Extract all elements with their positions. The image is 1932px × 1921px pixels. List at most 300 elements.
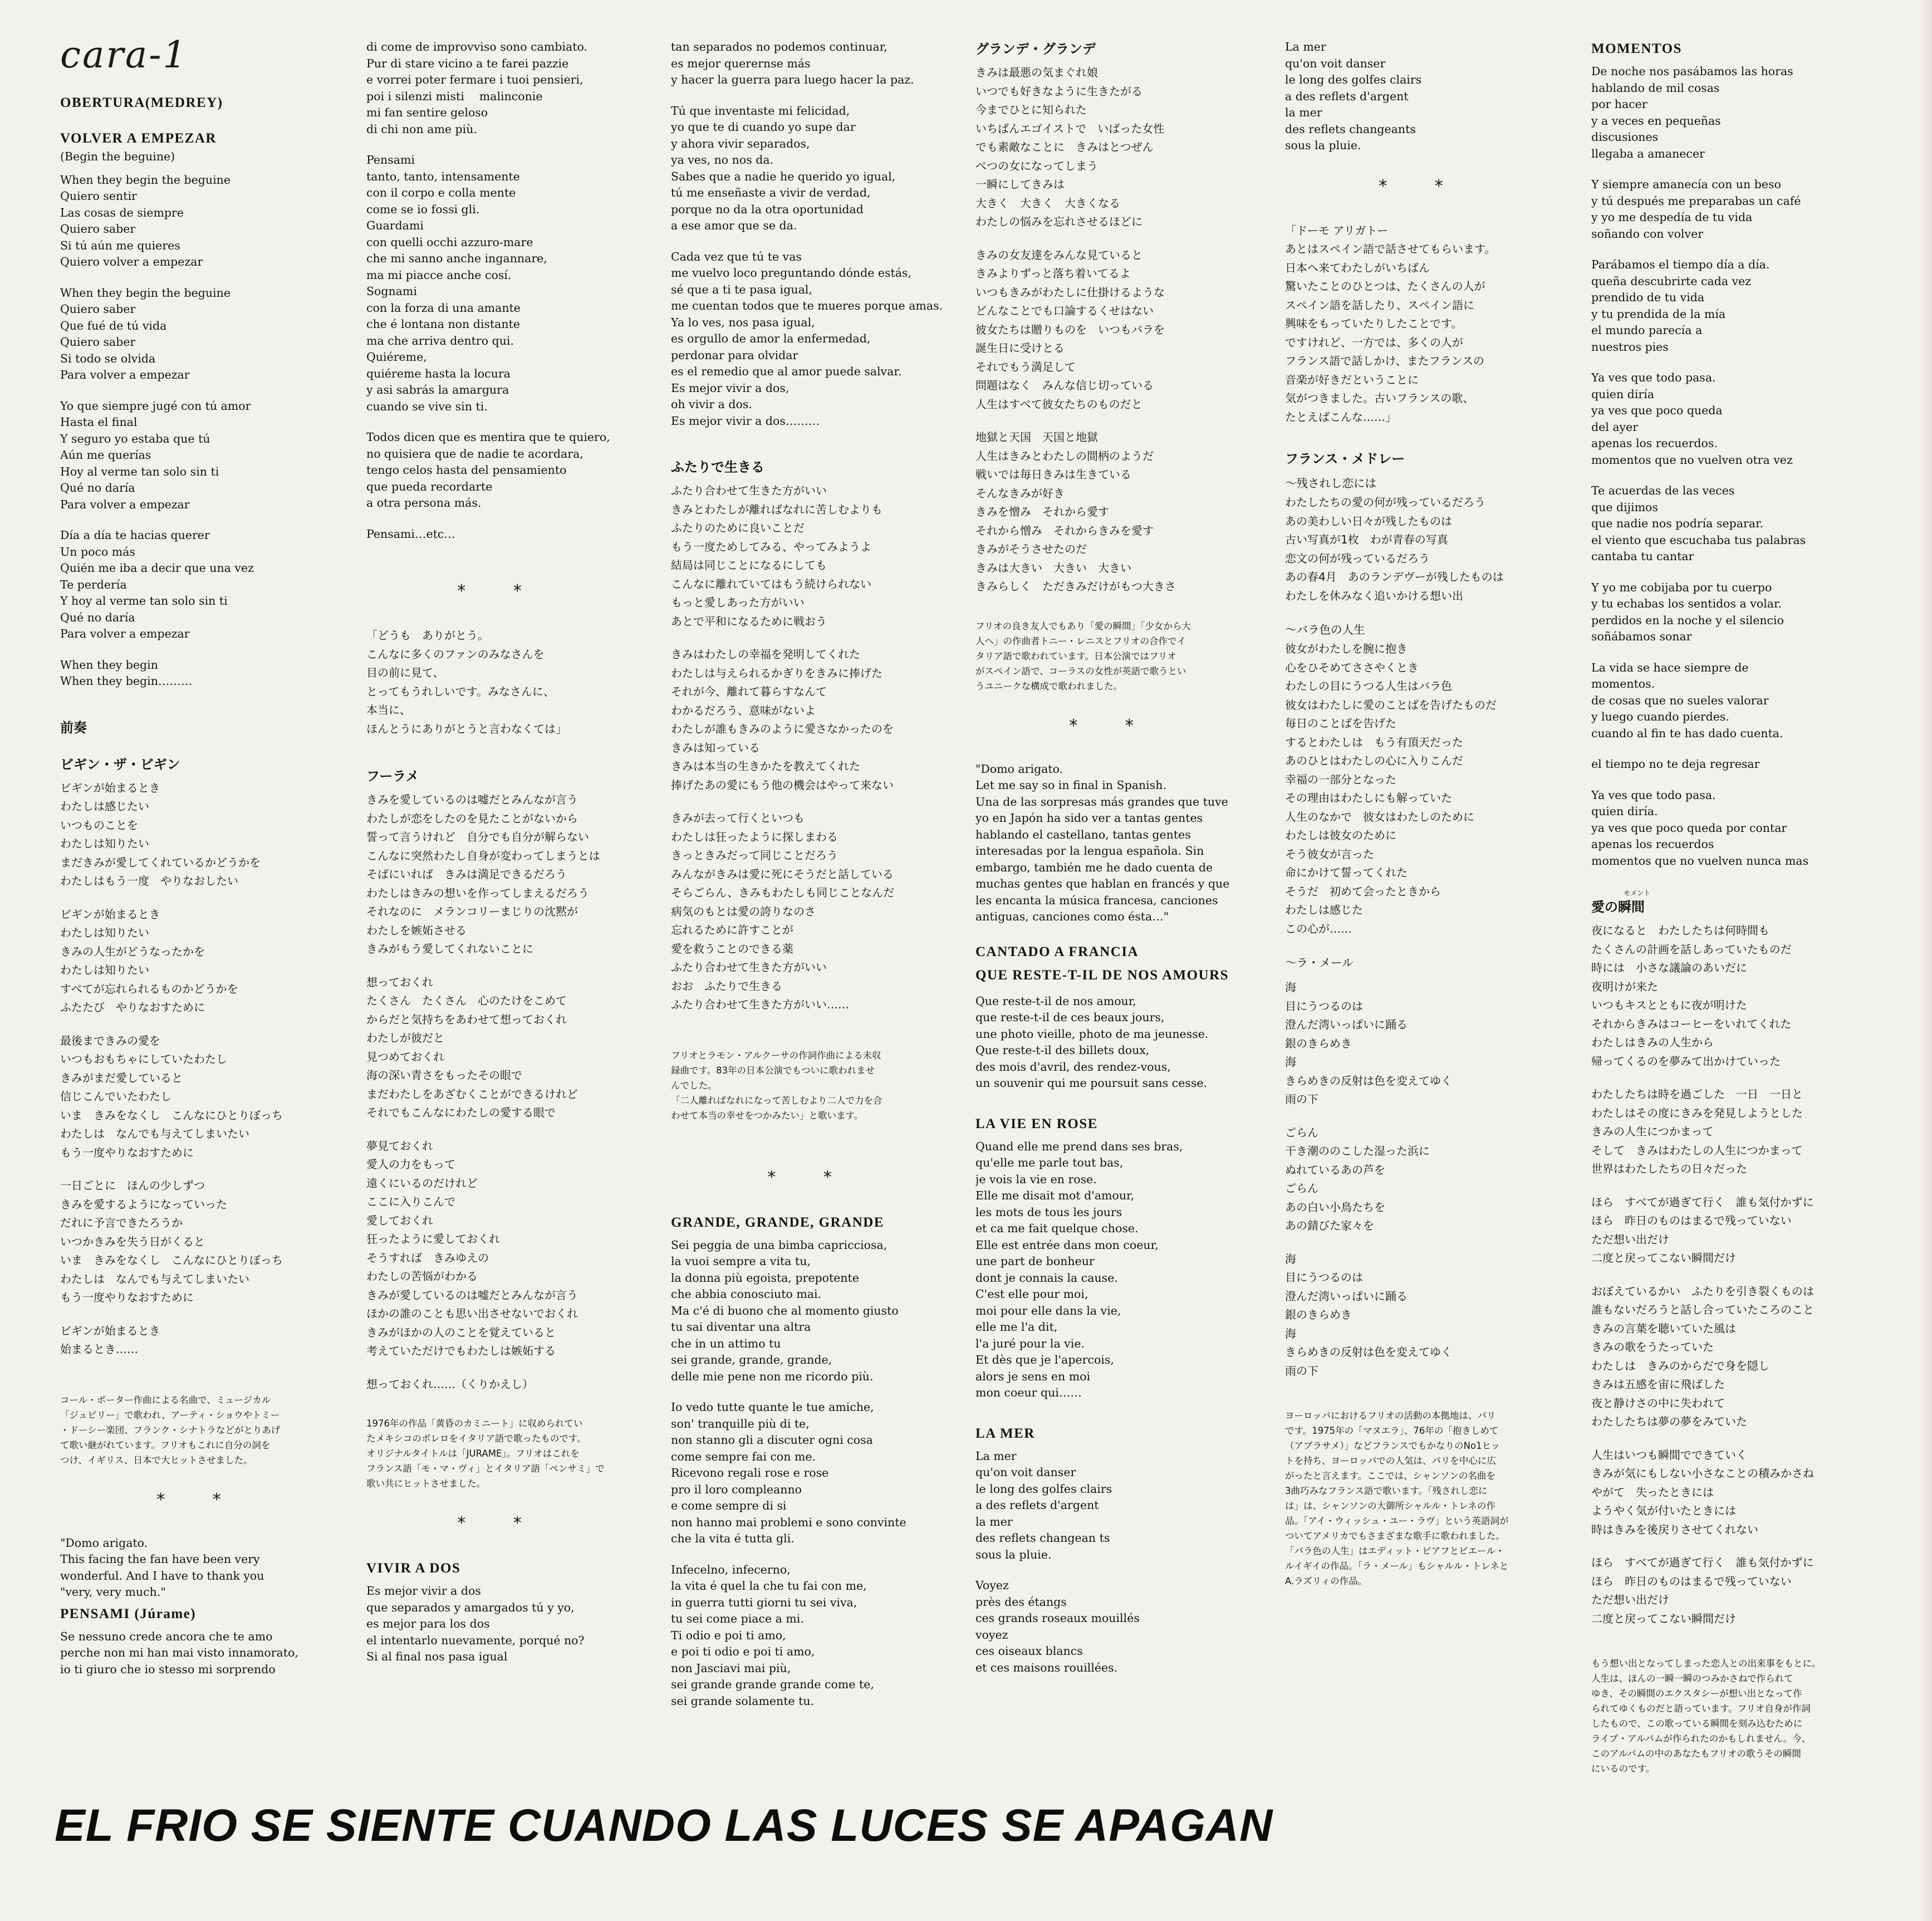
text-line: 遠くにいるのだけれど	[366, 1176, 478, 1190]
text-line: que nadie nos podría separar.	[1591, 517, 1764, 530]
lyric-stanza	[60, 657, 339, 690]
text-line: When they begin the beguine	[60, 173, 231, 187]
text-line: Para volver a empezar	[60, 497, 190, 511]
heading-cantado: CANTADO A FRANCIA	[975, 944, 1139, 959]
text-line: ほら 昨日のものはまるで残っていない	[1591, 1214, 1792, 1227]
text-line: Elle est entrée dans mon coeur,	[975, 1238, 1159, 1252]
text-line: 海	[1285, 981, 1296, 994]
text-line: んでした。	[671, 1080, 717, 1091]
text-line: When they begin	[60, 658, 158, 672]
text-line: 本当に、	[366, 703, 411, 717]
text-line: こんなに多くのファンのみなさんを	[366, 647, 545, 661]
text-line: そばにいれば きみは満足できるだろう	[366, 868, 567, 881]
text-line: コール・ポーター作曲による名曲で、ミュージカル	[60, 1394, 271, 1405]
text-line: ゆき、その瞬間のエクスタシーが想い出となって作	[1591, 1688, 1802, 1699]
text-line: qu'on voit danser	[1285, 56, 1386, 70]
text-line: ごらん	[1285, 1182, 1318, 1195]
heading-zensou: 前奏	[60, 719, 87, 736]
text-line: che la vita é tutta gli.	[671, 1532, 795, 1545]
text-line: Es mejor vivir a dos	[366, 1584, 481, 1597]
text-line: sei grande grande grande come te,	[671, 1678, 874, 1691]
text-line: Si tú aún me quieres	[60, 238, 180, 252]
lyric-stanza	[1591, 1446, 1881, 1540]
text-line: 命にかけて誓ってくれた	[1285, 866, 1408, 879]
section-divider: * *	[1069, 716, 1155, 736]
lyric-stanza	[60, 1177, 339, 1307]
lyric-stanza	[975, 1577, 1248, 1676]
text-line: y tú después me preparabas un café	[1591, 194, 1801, 208]
text-line: es mejor querernse más	[671, 56, 811, 70]
text-line: られてゆくものだと語っています。フリオ自身が作詞	[1591, 1703, 1811, 1714]
text-line: フランス語「モ・マ・ヴィ」とイタリア語「ペンサミ」で	[366, 1463, 605, 1474]
lyric-stanza	[60, 905, 339, 1017]
text-line: Un poco más	[60, 545, 135, 558]
text-line: きみを愛しているのは嘘だとみんなが言う	[366, 793, 578, 806]
text-line: きみは本当の生きかたを教えてくれた	[671, 759, 860, 773]
text-line: 一日ごとに ほんの少しずつ	[60, 1179, 205, 1192]
lyric-stanza	[1591, 756, 1881, 773]
text-line: di chi non ame più.	[366, 122, 477, 136]
text-line: 海	[1285, 1055, 1296, 1069]
text-line: わたしを嫉妬させる	[366, 923, 467, 937]
text-line: tú me enseñaste a vivir de verdad,	[671, 186, 871, 199]
text-line: Voyez	[975, 1579, 1009, 1592]
text-line: 「バラ色の人生」はエディット・ピアフとピエール・	[1285, 1546, 1505, 1556]
text-line: トを持ち、ヨーロッパでの人気は、パリを中心に広	[1285, 1456, 1496, 1466]
text-line: ma che arriva dentro qui.	[366, 334, 514, 347]
text-line: ほら 昨日のものはまるで残っていない	[1591, 1574, 1792, 1588]
text-line: 銀のきらめき	[1285, 1036, 1352, 1050]
text-line: When they begin the beguine	[60, 286, 231, 300]
text-line: es el remedio que al amor puede salvar.	[671, 365, 902, 378]
text-line: wonderful. And I have to thank you	[60, 1569, 264, 1582]
text-line: ほら すべてが過ぎて行く 誰も気付かずに	[1591, 1556, 1814, 1569]
volver-subtitle: (Begin the beguine)	[60, 150, 175, 163]
text-line: con quelli occhi azzuro-mare	[366, 235, 533, 249]
text-line: 見つめておくれ	[366, 1050, 444, 1064]
lyric-stanza	[1591, 922, 1881, 1071]
text-line: 幸福の一部分となった	[1285, 772, 1396, 786]
text-line: l'a juré pour la vie.	[975, 1336, 1085, 1350]
text-line: ふたり合わせて生きた方がいい	[671, 484, 827, 497]
text-line: por hacer	[1591, 97, 1647, 111]
text-line: mi fan sentire geloso	[366, 106, 488, 119]
text-line: ライブ・アルバムが作られたのかもしれません。今、	[1591, 1733, 1811, 1744]
lyric-stanza	[1285, 1250, 1558, 1381]
text-line: des reflets changeants	[1285, 122, 1416, 136]
text-line: きみがまだ愛していると	[60, 1071, 183, 1085]
text-line: 人生はすべて彼女たちのものだと	[975, 397, 1142, 411]
text-line: quien diría.	[1591, 805, 1658, 818]
column-4	[975, 39, 1248, 1690]
text-line: tan separados no podemos continuar,	[671, 40, 887, 53]
text-line: Cada vez que tú te vas	[671, 249, 802, 263]
text-line: Ya lo ves, nos pasa igual,	[671, 315, 815, 329]
text-line: Yo que siempre jugé con tú amor	[60, 399, 251, 413]
text-line: le long des golfes clairs	[975, 1482, 1112, 1496]
text-line: son' tranquille più di te,	[671, 1417, 810, 1430]
text-line: Y seguro yo estaba que tú	[60, 432, 210, 445]
lyric-stanza	[60, 779, 339, 891]
text-line: て歌い継がれています。フリオもこれに自分の詞を	[60, 1439, 271, 1450]
text-line: 古い写真が1枚 わが青春の写真	[1285, 533, 1448, 546]
text-line: 日本へ来てわたしがいちばん	[1285, 261, 1430, 275]
lyric-stanza	[1591, 1193, 1881, 1268]
text-line: ふたりのために良いことだ	[671, 521, 805, 535]
text-line: 「どうも ありがとう。	[366, 629, 489, 642]
text-line: Quién me iba a decir que una vez	[60, 561, 254, 575]
spoken-quote	[366, 626, 634, 738]
lyric-stanza	[1285, 493, 1558, 605]
text-line: Quiero saber	[60, 222, 136, 236]
text-line: dont je connais la cause.	[975, 1271, 1118, 1285]
text-line: タリア語で歌われています。日本公演ではフリオ	[975, 650, 1176, 661]
text-line: それから憎み それからきみを愛す	[975, 523, 1154, 537]
text-line: a otra persona más.	[366, 496, 482, 509]
text-line: きみは大きい 大きい 大きい	[975, 561, 1131, 575]
text-line: y a veces en pequeñas	[1591, 114, 1721, 128]
text-line: apenas los recuerdos.	[1591, 437, 1718, 450]
text-line: y tu prendida de la mía	[1591, 307, 1726, 321]
lyric-stanza	[671, 809, 949, 1015]
text-line: するとわたしは もう有頂天だった	[1285, 735, 1463, 749]
text-line: Se nessuno crede ancora che te amo	[60, 1629, 273, 1643]
text-line: qu'elle me parle tout bas,	[975, 1156, 1124, 1169]
text-line: yo que te di cuando yo supe dar	[671, 120, 856, 134]
section-divider: * *	[1379, 176, 1464, 196]
text-line: Para volver a empezar	[60, 368, 190, 381]
text-line: pro il loro compleanno	[671, 1482, 802, 1496]
text-line: 愛しておくれ	[366, 1213, 433, 1227]
lyric-stanza	[671, 1562, 949, 1710]
text-line: きみの言葉を聴いていた風は	[1591, 1321, 1736, 1335]
text-line: もう一度ためしてみる、やってみようよ	[671, 540, 871, 553]
text-line: きみがほかの人のことを覚えていると	[366, 1325, 556, 1339]
text-line: hablando de mil cosas	[1591, 81, 1720, 95]
text-line: したもので、この歌っている瞬間を刻み込むために	[1591, 1718, 1803, 1729]
text-line: 澄んだ湾いっぱいに踊る	[1285, 1289, 1408, 1303]
text-line: e come sempre di si	[671, 1499, 787, 1512]
lyric-stanza	[366, 526, 634, 543]
text-line: cuando se vive sin ti.	[366, 399, 488, 413]
text-line: 人生のなかで 彼女はわたしのために	[1285, 810, 1474, 824]
text-line: きらめきの反射は色を変えてゆく	[1285, 1345, 1452, 1359]
text-line: embargo, también me he dado cuenta de	[975, 860, 1213, 874]
heading-pensami: PENSAMI (Júrame)	[60, 1606, 197, 1621]
lyric-stanza	[1285, 39, 1558, 154]
text-line: come se io fossi gli.	[366, 202, 480, 216]
text-line: y yo me despedía de tu vida	[1591, 210, 1753, 224]
text-line: les mots de tous les jours	[975, 1205, 1122, 1219]
text-line: そんなきみが好き	[975, 486, 1065, 500]
text-line: は」は、シャンソンの大御所シャルル・トレネの作	[1285, 1501, 1495, 1511]
text-line: つけ、イギリス、日本で大ヒットさせました。	[60, 1454, 253, 1466]
text-line: きみの人生がどうなったかを	[60, 944, 205, 958]
lyric-stanza	[366, 973, 634, 1123]
heading-france-medley: フランス・メドレー	[1285, 451, 1405, 467]
text-line: perche non mi han mai visto innamorato,	[60, 1646, 298, 1659]
text-line: Quiero volver a empezar	[60, 255, 203, 268]
text-line: 目にうつるのは	[1285, 1271, 1363, 1284]
lyric-stanza	[366, 429, 634, 512]
subheading-lamer: ～ラ・メール	[1285, 956, 1354, 969]
text-line: delle mie pene non me ricordo più.	[671, 1369, 874, 1383]
text-line: sous la pluie.	[975, 1547, 1052, 1561]
text-line: la vita é quel la che tu fai con me,	[671, 1579, 867, 1592]
text-line: 戦いでは毎日きみは生きている	[975, 468, 1131, 481]
text-line: とってもうれしいです。みなさんに、	[366, 684, 555, 698]
lyric-stanza	[366, 152, 634, 415]
text-line: きみを愛するようになっていった	[60, 1197, 227, 1211]
text-line: Sabes que a nadie he querido yo igual,	[671, 169, 896, 183]
text-line: ces oiseaux blancs	[975, 1644, 1083, 1658]
lyric-stanza	[1591, 1282, 1881, 1432]
text-line: 人生はきみとわたしの間柄のようだ	[975, 449, 1154, 463]
text-line: いつでも好きなように生きたがる	[975, 84, 1142, 98]
text-line: たくさんの計画を話しあっていたものだ	[1591, 942, 1792, 956]
text-line: des mois d'avril, des rendez-vous,	[975, 1060, 1171, 1074]
text-line: おぼえているかい ふたりを引き裂くものは	[1591, 1284, 1814, 1298]
lyric-stanza	[975, 63, 1248, 232]
text-line: Ya ves que todo pasa.	[1591, 371, 1716, 384]
text-line: 気がつきました。古いフランスの歌、	[1285, 391, 1474, 405]
text-line: 録曲です。83年の日本公演でもついに歌われませ	[671, 1065, 875, 1076]
text-line: Las cosas de siempre	[60, 205, 184, 219]
text-line: Infecelno, infecerno,	[671, 1562, 791, 1576]
lyric-stanza	[671, 103, 949, 234]
text-line: une photo vieille, photo de ma jeunesse.	[975, 1027, 1209, 1041]
text-line: 夜と静けさの中に失われて	[1591, 1396, 1725, 1410]
text-line: 人生は、ほんの一瞬一瞬のつみかさねで作られて	[1591, 1673, 1793, 1684]
text-line: antiguas, canciones como ésta…"	[975, 910, 1169, 923]
heading-vivir: VIVIR A DOS	[366, 1561, 461, 1576]
lyric-stanza	[60, 285, 339, 384]
lyric-stanza	[60, 172, 339, 271]
lyric-stanza	[366, 39, 634, 138]
text-line: それからきみはコーヒーをいれてくれた	[1591, 1017, 1792, 1031]
text-line: queña descubrirte cada vez	[1591, 274, 1752, 288]
text-line: 心をひそめてささやくとき	[1285, 660, 1419, 674]
text-line: あの錆びた家々を	[1285, 1219, 1374, 1232]
text-line: わたしはきみの人生から	[1591, 1036, 1714, 1049]
column-3	[671, 39, 949, 1724]
lyric-stanza	[1591, 63, 1881, 162]
text-line: フリオの良き友人でもあり「愛の瞬間」「少女から大	[975, 620, 1191, 631]
text-line: sei grande solamente tu.	[671, 1694, 815, 1708]
lyric-stanza	[975, 1139, 1248, 1401]
text-line: わたしたちは夢の夢をみていた	[1591, 1415, 1747, 1428]
text-line: わたしは知りたい	[60, 926, 149, 939]
text-line: ビギンが始まるとき	[60, 1324, 160, 1337]
text-line: de cosas que no sueles valorar	[1591, 693, 1769, 707]
text-line: 夜になると わたしたちは何時間も	[1591, 924, 1769, 937]
text-line: Quiero sentir	[60, 189, 137, 203]
text-line: 音楽が好きだということに	[1285, 373, 1419, 386]
spoken-quote	[1285, 222, 1558, 427]
text-line: Ya ves que todo pasa.	[1591, 788, 1716, 802]
liner-note	[60, 1393, 339, 1468]
lyric-stanza	[975, 1448, 1248, 1564]
lyric-stanza	[1591, 370, 1881, 468]
text-line: あの白い小鳥たちを	[1285, 1200, 1385, 1214]
text-line: Si al final nos pasa igual	[366, 1650, 508, 1663]
text-line: にいるのです。	[1591, 1763, 1655, 1774]
side-label: cara-1	[60, 39, 188, 76]
text-line: Una de las sorpresas más grandes que tuve	[975, 795, 1228, 808]
text-line: Ma c'é di buono che al momento giusto	[671, 1303, 899, 1317]
text-line: Parábamos el tiempo día a día.	[1591, 258, 1770, 271]
heading-grande-jp: グランデ・グランデ	[975, 41, 1096, 57]
text-line: ほかの誰のことも思い出させないでおくれ	[366, 1307, 578, 1320]
text-line: きみが気にもしない小さなことの積みかさね	[1591, 1467, 1814, 1480]
text-line: Te acuerdas de las veces	[1591, 484, 1735, 497]
lyric-stanza	[671, 39, 949, 89]
text-line: スペイン語を話したり、スペイン語に	[1285, 298, 1474, 312]
lyric-stanza	[975, 993, 1248, 1092]
text-line: 忘れるために許すことが	[671, 923, 793, 937]
text-line: momentos.	[1591, 677, 1655, 690]
text-line: y asi sabrás la amargura	[366, 383, 509, 396]
text-line: Y yo me cobijaba por tu cuerpo	[1591, 580, 1772, 594]
lyric-stanza	[671, 1399, 949, 1547]
text-line: わたしは きみのからだで身を隠し	[1591, 1359, 1769, 1373]
text-line: De noche nos pasábamos las horas	[1591, 65, 1793, 78]
text-line: Hasta el final	[60, 415, 138, 429]
text-line: 考えていただけでもわたしは嫉妬する	[366, 1344, 556, 1358]
text-line: muchas gentes que hablan en francés y que	[975, 877, 1230, 890]
text-line: （アブラサメ）」などフランスでもかなりのNo1ヒッ	[1285, 1440, 1501, 1451]
lyric-stanza	[366, 1583, 634, 1665]
text-line: Quand elle me prend dans ses bras,	[975, 1139, 1183, 1153]
text-line: です。1975年の「マヌエラ」、76年の「抱きしめて	[1285, 1425, 1499, 1436]
text-line: たとえばこんな……」	[1285, 410, 1396, 424]
heading-lamer: LA MER	[975, 1425, 1035, 1441]
text-line: がスペイン語で、コーラスの女性が英語で歌うとい	[975, 665, 1186, 677]
lyric-stanza	[1591, 580, 1881, 645]
text-line: ya ves que poco queda por contar	[1591, 821, 1787, 835]
heading-lavie: LA VIE EN ROSE	[975, 1116, 1098, 1131]
text-line: わたしはその度にきみを発見しようとした	[1591, 1106, 1803, 1120]
text-line: Pur di stare vicino a te farei pazzie	[366, 56, 569, 70]
text-line: それなのに メランコリーまじりの沈黙が	[366, 905, 578, 918]
text-line: 愛を救うことのできる薬	[671, 942, 793, 955]
text-line: le long des golfes clairs	[1285, 73, 1422, 86]
text-line: それが今、離れて暮らすなんて	[671, 685, 827, 698]
text-line: 問題はなく みんな信じ切っている	[975, 379, 1154, 392]
text-line: momentos que no vuelven nunca mas	[1591, 854, 1809, 868]
lyric-stanza	[671, 249, 949, 430]
text-line: non hanno mai problemi e sono convinte	[671, 1515, 906, 1529]
lyric-stanza	[671, 1237, 949, 1385]
text-line: prendido de tu vida	[1591, 291, 1705, 304]
text-line: 海の深い青さをもったその眼で	[366, 1069, 522, 1082]
text-line: 海	[1285, 1252, 1296, 1266]
text-line: わたしが恋をしたのを見たことがないから	[366, 811, 578, 825]
text-line: わたしは なんでも与えてしまいたい	[60, 1272, 249, 1286]
text-line: いつものことを	[60, 818, 138, 832]
text-line: わたしは与えられるかぎりをきみに捧げた	[671, 666, 882, 680]
text-line: "Domo arigato.	[60, 1536, 148, 1550]
text-line: e vorrei poter fermare i tuoi pensieri,	[366, 73, 583, 86]
text-line: 狂ったように愛しておくれ	[366, 1232, 500, 1246]
text-line: いま きみをなくし こんなにひとりぼっち	[60, 1108, 283, 1122]
text-line: que pueda recordarte	[366, 479, 493, 493]
text-line: yo en Japón ha sido ver a tantas gentes	[975, 811, 1203, 825]
text-line: ぬれているあの芦を	[1285, 1163, 1385, 1177]
text-line: che é lontana non distante	[366, 317, 520, 331]
text-line: el viento que escuchaba tus palabras	[1591, 533, 1806, 547]
text-line: 結局は同じことになるにしても	[671, 558, 827, 572]
text-line: こんなに突然わたし自身が変わってしまうとは	[366, 849, 600, 863]
text-line: io ti giuro che io stesso mi sorprendo	[60, 1662, 276, 1676]
text-line: Hoy al verme tan solo sin ti	[60, 464, 219, 478]
spoken-quote	[975, 761, 1248, 925]
text-line: Y siempre amanecía con un beso	[1591, 178, 1781, 191]
text-line: Qué no daría	[60, 610, 135, 624]
text-line: 人へ」の作曲者トニー・レニスとフリオの合作でイ	[975, 635, 1186, 646]
column-6	[1591, 39, 1881, 1791]
column-5	[1285, 39, 1558, 1603]
heading-obertura: OBERTURA(MEDREY)	[60, 95, 223, 110]
text-line: たメキシコのボレロをイタリア語で歌ったものです。	[366, 1433, 586, 1444]
text-line: 信じこんでいたわたし	[60, 1090, 171, 1103]
text-line: sé que a ti te pasa igual,	[671, 282, 812, 296]
text-line: Para volver a empezar	[60, 627, 190, 640]
text-line: que dijimos	[1591, 500, 1658, 514]
text-line: 人生はいつも瞬間でできていく	[1591, 1448, 1747, 1462]
text-line: こんなに離れていてはもう続けられない	[671, 577, 871, 591]
text-line: 時には 小さな議論のあいだに	[1591, 961, 1747, 974]
lyric-stanza	[60, 527, 339, 643]
text-line: elle me l'a dit,	[975, 1320, 1058, 1334]
text-line: près des étangs	[975, 1595, 1067, 1609]
text-line: 地獄と天国 天国と地獄	[975, 430, 1098, 444]
text-line: Día a día te hacias querer	[60, 528, 210, 542]
text-line: voyez	[975, 1628, 1008, 1641]
liner-note	[671, 1048, 949, 1123]
text-line: Pensami	[366, 153, 415, 166]
text-line: nuestros pies	[1591, 340, 1669, 354]
text-line: どんなことでも口論するくせはない	[975, 304, 1154, 317]
lyric-stanza	[1591, 177, 1881, 242]
text-line: oh vivir a dos.	[671, 398, 752, 411]
text-line: ビギンが始まるとき	[60, 907, 160, 921]
text-line: ma mi piacce anche cosí.	[366, 268, 512, 282]
text-line: わたしの苦悩がわかる	[366, 1270, 478, 1283]
text-line: あのひとはわたしの心に入りこんだ	[1285, 754, 1463, 767]
text-line: フリオとラモン・アルクーサの作詞作曲による未収	[671, 1050, 881, 1061]
text-line: Que reste-t-il des billets doux,	[975, 1043, 1150, 1057]
text-line: ただ想い出だけ	[1591, 1232, 1669, 1246]
text-line: うユニークな構成で歌われました。	[975, 680, 1122, 692]
text-line: me cuentan todos que te mueres porque amas.	[671, 299, 943, 312]
section-divider: * *	[457, 1513, 543, 1533]
text-line: ですけれど、一方では、多くの人が	[1285, 335, 1463, 349]
text-line: 時はきみを後戻りさせてくれない	[1591, 1522, 1758, 1536]
text-line: 歌い共にヒットさせました。	[366, 1478, 486, 1489]
text-line: わたしは なんでも与えてしまいたい	[60, 1127, 249, 1140]
text-line: Te perdería	[60, 577, 127, 591]
text-line: momentos que no vuelven otra vez	[1591, 453, 1793, 467]
text-line: 品。「アイ・ウィッシュ・ユー・ラヴ」という英語詞が	[1285, 1516, 1509, 1526]
text-line: 1976年の作品「黄昏のカミニート」に収められてい	[366, 1418, 583, 1429]
text-line: わたしの目にうつる人生はバラ色	[1285, 679, 1452, 693]
text-line: porque no da la otra oportunidad	[671, 202, 864, 216]
text-line: わたしはきみの想いを作ってしまえるだろう	[366, 886, 589, 900]
text-line: je vois la vie en rose.	[975, 1172, 1097, 1186]
text-line: いつもおもちゃにしていたわたし	[60, 1052, 227, 1066]
text-line: あとはスペイン語で話させてもらいます。	[1285, 242, 1496, 256]
